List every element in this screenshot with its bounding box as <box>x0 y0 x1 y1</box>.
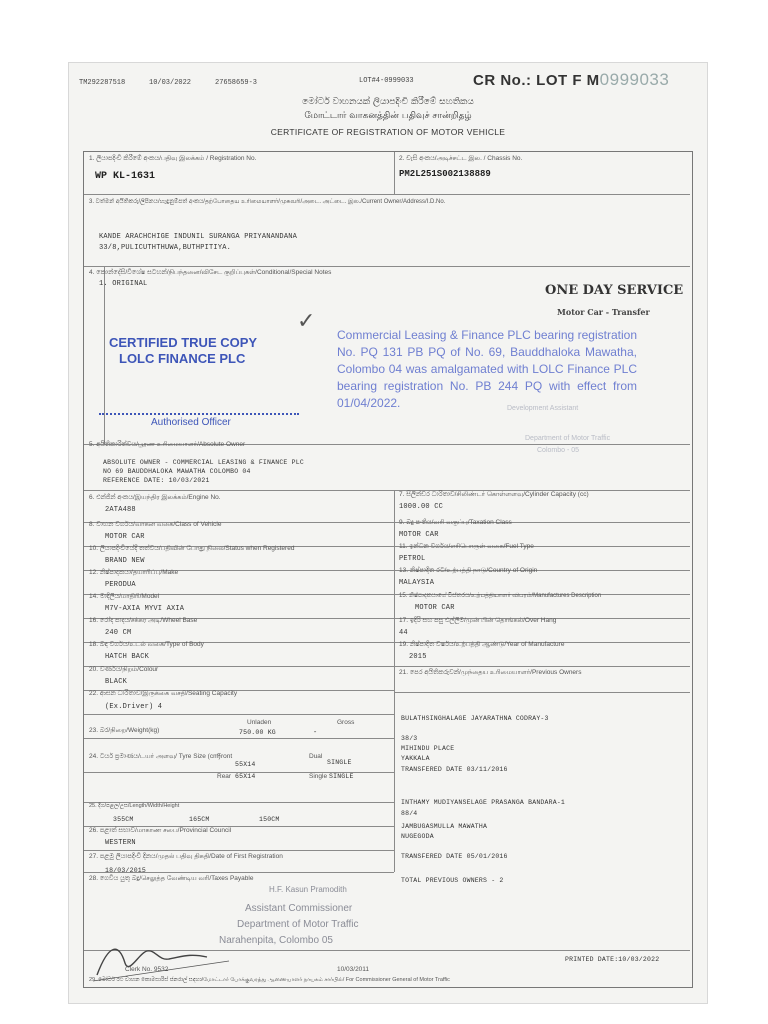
manufacturer-description: MOTOR CAR <box>415 604 455 612</box>
vehicle-model: M7V-AXIA MYVI AXIA <box>105 605 185 613</box>
field-21-label: 21. පෙර අයිතිකරුවන්/முந்தைய உரிமையாளர்/Previous Owners <box>399 669 582 676</box>
field-9-label: 9. බදු පංතිය/வரி வகுப்பு/Taxation Class <box>399 519 512 526</box>
cr-number-digits: 0999033 <box>599 70 670 89</box>
provincial-council: WESTERN <box>105 839 136 847</box>
field-19-label: 19. නිෂ්පාදිත වර්ෂය/உற்பத்தி ஆண்டு/Year of Manufacture <box>399 641 565 648</box>
field-20-label: 20. වර්ණය/நிறம்/Colour <box>89 666 159 673</box>
field-25-label: 25. දිග/පළල/උස/Length/Width/Height <box>89 803 180 809</box>
field-15-label: 15. නිෂ්පාදකයාගේ විස්තරය/உற்பத்தியாளர் விபரம்/Manufactures Description <box>399 593 602 599</box>
field-1-label: 1. ලියාපදිංචි කිරීමේ අංකය/பதிவு இலக்கம் / Registration No. <box>89 155 257 162</box>
field-3-label: 3. වත්මන් අයිතිකරු/ලිපිනය/හැඳුනුම්පත් අංකය/தற்போதைய உரிமையாளர்/முகவரி/அடை. அட்டை. இல./Current Owner/Address/I.D.No. <box>89 199 446 205</box>
total-previous-owners: TOTAL PREVIOUS OWNERS - 2 <box>401 877 504 884</box>
vehicle-class: MOTOR CAR <box>105 533 145 541</box>
unladen-label: Unladen <box>247 719 272 726</box>
lot-number: LOT#4-0999033 <box>359 77 414 85</box>
field-17-label: 17. ඉදිරි සහ පසු එල්ලීම/முன் பின் தொங்கல்/Over Hang <box>399 617 557 624</box>
commissioner-dept: Department of Motor Traffic <box>237 919 359 930</box>
width-value: 165CM <box>189 816 210 823</box>
registration-number: WP KL-1631 <box>95 171 156 182</box>
taxation-class: MOTOR CAR <box>399 531 439 539</box>
cr-number <box>473 70 669 90</box>
prev-owner-1-date: TRANSFERED DATE 03/11/2016 <box>401 766 508 773</box>
commissioner-place: Narahenpita, Colombo 05 <box>219 935 333 946</box>
over-hang: 44 <box>399 629 408 637</box>
field-4-label: 4. කොන්දේසි/විශේෂ සටහන්/நிபந்தனை/விசேட குறிப்புகள்/Conditional/Special Notes <box>89 269 332 276</box>
lolc-finance-stamp: LOLC FINANCE PLC <box>119 351 246 366</box>
dev-assistant-stamp: Development Assistant <box>507 405 579 412</box>
field-22-label: 22. ආසන ධාරිතාව/இருக்கை வசதி/Seating Capacity <box>89 690 238 697</box>
special-note: 1. ORIGINAL <box>99 280 148 288</box>
ref-number-1: TM292287518 <box>79 79 126 87</box>
engine-number: 2ATA488 <box>105 506 136 514</box>
prev-owner-1-addr1: 38/3 <box>401 735 418 742</box>
field-7-label: 7. සිලින්ඩර ධාරිතාව/சிலிண்டர் கொள்ளளவு/Cylinder Capacity (cc) <box>399 491 589 498</box>
ref-number-2: 27658659-3 <box>215 79 258 87</box>
wheel-base: 240 CM <box>105 629 132 637</box>
prev-owner-1-addr2: MIHINDU PLACE <box>401 745 455 752</box>
prev-owner-1-addr3: YAKKALA <box>401 755 430 762</box>
field-14-label: 14. මාදිලිය/மாதிரி/Model <box>89 593 160 600</box>
field-12-label: 12. නිෂ්පාදකයා/தயாரிப்பு/Make <box>89 569 179 576</box>
single-label: Single <box>309 773 328 780</box>
printed-date: PRINTED DATE:10/03/2022 <box>565 956 660 963</box>
owner-address: 33/8,PULICUTHTHUWA,BUTHPITIYA. <box>99 244 232 252</box>
authorised-signature-line <box>99 413 299 415</box>
cylinder-capacity: 1000.00 CC <box>399 503 444 511</box>
gross-label: Gross <box>337 719 355 726</box>
title-sinhala: මෝටර් වාහනයක් ලියාපදිංචි කිරීමේ සහතිකය <box>302 97 474 107</box>
prev-owner-1-name: BULATHSINGHALAGE JAYARATHNA CODRAY-3 <box>401 715 549 722</box>
first-registration-date: 18/03/2015 <box>105 867 147 874</box>
fuel-type: PETROL <box>399 555 426 563</box>
cr-prefix: CR No.: LOT F M <box>473 72 600 89</box>
front-tyre: 55X14 <box>235 761 256 768</box>
field-11-label: 11. ඉන්ධන වර්ගය/எரிபொருள் வகை/Fuel Type <box>399 543 534 550</box>
field-5-label: 5. අයිතිකාරිත්වය/பூரண உரிமையாளர்/Absolute Owner <box>89 441 246 448</box>
title-english: CERTIFICATE OF REGISTRATION OF MOTOR VEHICLE <box>270 127 506 137</box>
single-value: SINGLE <box>329 773 354 780</box>
header-date: 10/03/2022 <box>149 79 192 87</box>
colombo-stamp: Colombo - 05 <box>537 447 580 454</box>
vehicle-colour: BLACK <box>105 678 128 686</box>
seating-capacity: (Ex.Driver) 4 <box>105 703 163 711</box>
commissioner-name: H.F. Kasun Pramodith <box>269 885 347 894</box>
absolute-owner: ABSOLUTE OWNER - COMMERCIAL LEASING & FINANCE PLC <box>103 459 304 466</box>
field-23-label: 23. බර/நிறை/Weight(kg) <box>89 727 160 734</box>
amalgamation-stamp: Commercial Leasing & Finance PLC bearing registration No. PQ 131 PB PQ of No. 69, Bauddhaloka Mawatha, Colombo 04 was amalgamated with LOLC Finance PLC bearing registration No. PB 244 PQ with effect from 01/04/2022. <box>337 328 637 410</box>
vehicle-make: PERODUA <box>105 581 136 589</box>
unladen-weight: 750.00 KG <box>239 729 276 736</box>
field-16-label: 16. රෝද පාදය/சக்கர அடி/Wheel Base <box>89 617 198 624</box>
field-28-label: 28. ගෙවිය යුතු බදු/செலுத்த வேண்டிய வரி/Taxes Payable <box>89 875 254 882</box>
field-29-label: 29. මෝටර් රථ වාහන කොමසාරිස් ජනරාල් සඳහා/மோட்டார் போக்குவரத்து ஆணையாளர் நாயகம் சார்பில்/ For Commissioner General of Motor Traffic <box>89 977 450 983</box>
owner-name: KANDE ARACHCHIGE INDUNIL SURANGA PRIYANANDANA <box>99 233 298 241</box>
prev-owner-2-date: TRANSFERED DATE 05/01/2016 <box>401 853 508 860</box>
status-registered: BRAND NEW <box>105 557 145 565</box>
commissioner-title: Assistant Commissioner <box>245 903 353 914</box>
prev-owner-2-addr3: NUGEGODA <box>401 833 434 840</box>
department-stamp: Department of Motor Traffic <box>525 435 611 442</box>
front-label: Front <box>217 753 233 760</box>
signature <box>89 923 239 983</box>
title-tamil: மோட்டார் வாகனத்தின் பதிவுச் சான்றிதழ் <box>304 111 472 121</box>
gross-weight: - <box>313 729 318 737</box>
one-day-service-stamp: ONE DAY SERVICE <box>545 283 684 298</box>
field-6-label: 6. එන්ජින් අංකය/இயந்திர இலக்கம்/Engine No. <box>89 494 221 501</box>
field-10-label: 10. ලියාපදිංචියේදී තත්වය/பதிவின் போது நிலை/Status when Registered <box>89 545 295 552</box>
authorised-officer-label: Authorised Officer <box>151 417 231 428</box>
handwritten-mark: ✓ <box>297 309 316 334</box>
field-18-label: 18. බඳ වර්ගය/உடல் வகை/Type of Body <box>89 641 204 648</box>
country-origin: MALAYSIA <box>399 579 435 587</box>
field-26-label: 26. පළාත් සභාව/மாகாண சபை/Provincial Council <box>89 827 232 834</box>
registration-certificate <box>68 62 708 1004</box>
length-value: 355CM <box>113 816 134 823</box>
field-13-label: 13. නිෂ්පාදිත රට/உற்பத்தி நாடு/Country of Origin <box>399 567 538 574</box>
signature-date: 10/03/2011 <box>337 966 370 973</box>
height-value: 150CM <box>259 816 280 823</box>
motor-car-transfer-stamp: Motor Car - Transfer <box>557 307 650 317</box>
dual-value: SINGLE <box>327 759 352 766</box>
certified-true-copy-stamp: CERTIFIED TRUE COPY <box>109 335 258 350</box>
dual-label: Dual <box>309 753 323 760</box>
clerk-number: Clerk No. 9532 <box>125 966 169 973</box>
chassis-number: PM2L251S002138889 <box>399 169 491 179</box>
body-type: HATCH BACK <box>105 653 150 661</box>
prev-owner-2-addr1: 88/4 <box>401 810 418 817</box>
rear-tyre: 65X14 <box>235 773 256 780</box>
reference-date: REFERENCE DATE: 10/03/2021 <box>103 477 210 484</box>
field-27-label: 27. පළමු ලියාපදිංචි දිනය/முதல் பதிவு திகதி/Date of First Registration <box>89 853 283 860</box>
prev-owner-2-addr2: JAMBUGASMULLA MAWATHA <box>401 823 488 830</box>
rear-label: Rear <box>217 773 232 780</box>
field-24-label: 24. ටයර් ප්‍රමාණය/டயர் அளவு/ Tyre Size (cm) <box>89 753 221 760</box>
field-2-label: 2. චැසි අංකය/அடிச்சட்ட இல. / Chassis No. <box>399 155 523 162</box>
absolute-owner-address: NO 69 BAUDDHALOKA MAWATHA COLOMBO 04 <box>103 468 251 475</box>
year-manufacture: 2015 <box>409 653 427 661</box>
prev-owner-2-name: INTHAMY MUDIYANSELAGE PRASANGA BANDARA-1 <box>401 799 566 806</box>
field-8-label: 8. වාහන වර්ගය/வாகன வகை/Class of Vehicle <box>89 521 222 528</box>
